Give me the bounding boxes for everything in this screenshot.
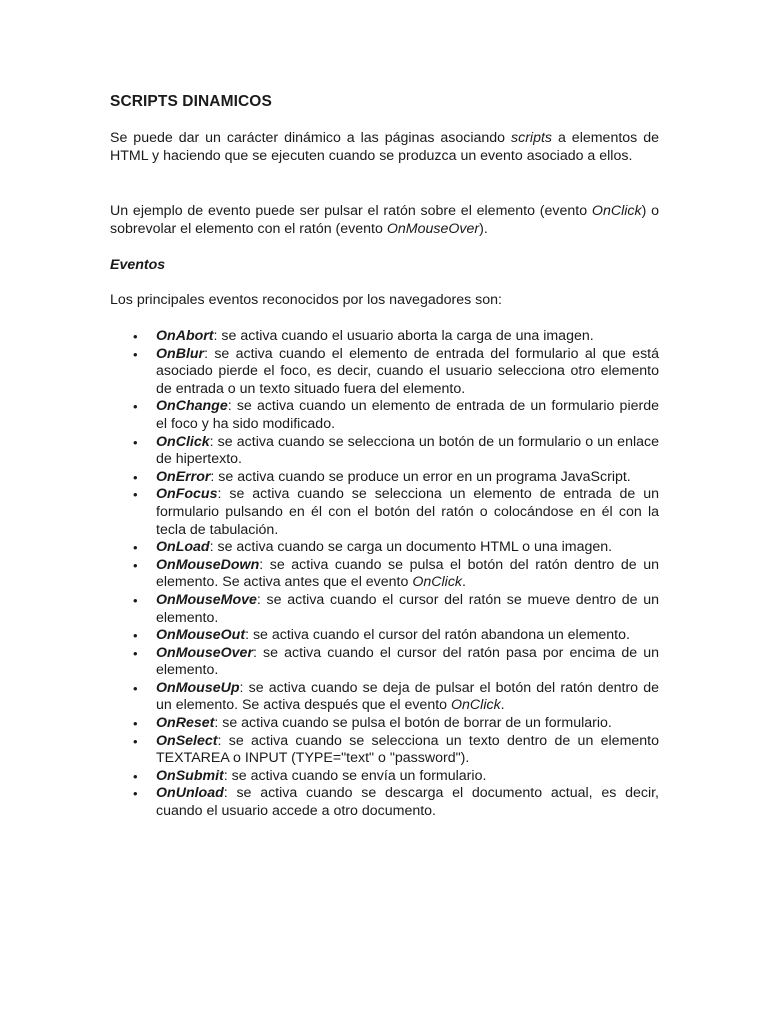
- bullet-icon: •: [133, 540, 138, 556]
- list-item: [110, 680, 659, 715]
- example-emphasis-2: OnMouseOver: [386, 220, 480, 237]
- bullet-icon: •: [133, 628, 138, 644]
- event-description: : se activa cuando se selecciona un elemento de entrada de un formulario pulsando en él con el botón del ratón o colocándose en él con la tecla de tabulación.: [156, 486, 659, 538]
- bullet-icon: •: [133, 557, 138, 573]
- event-description: : se activa cuando se selecciona un texto dentro de un elemento TEXTAREA o INPUT (TYPE="text" o "password").: [156, 732, 659, 767]
- event-name: OnAbort: [156, 328, 214, 344]
- event-description: : se activa cuando se carga un documento HTML o una imagen.: [209, 539, 613, 556]
- list-item: [110, 328, 659, 346]
- list-item: [110, 486, 659, 539]
- list-item: [110, 733, 659, 768]
- example-text-2: ) o sobrevolar el elemento con el ratón (evento: [110, 203, 660, 237]
- event-name: OnUnload: [156, 785, 224, 802]
- event-description: : se activa cuando se produce un error en un programa JavaScript.: [210, 468, 631, 485]
- event-name: OnMouseOut: [156, 627, 246, 644]
- event-description: : se activa cuando el elemento de entrada del formulario al que está asociado pierde el foco, es decir, cuando el usuario selecciona otro elemento de entrada o un texto situado fuera del elemento.: [156, 345, 659, 397]
- list-item: [110, 592, 659, 627]
- bullet-icon: •: [133, 399, 138, 415]
- event-name: OnError: [156, 468, 211, 485]
- list-item: [110, 645, 659, 680]
- example-text-1: Un ejemplo de evento puede ser pulsar el ratón sobre el elemento (evento: [110, 203, 592, 219]
- intro-text-1: Se puede dar un carácter dinámico a las páginas asociando: [110, 130, 512, 146]
- bullet-icon: •: [133, 329, 138, 344]
- event-description-emphasis: OnClick: [412, 574, 463, 591]
- list-intro: Los principales eventos reconocidos por los navegadores son:: [110, 292, 502, 308]
- event-description: : se activa cuando se envía un formulario.: [223, 767, 487, 784]
- event-list: [110, 328, 659, 821]
- list-item: [110, 768, 659, 786]
- event-name: OnMouseMove: [156, 591, 257, 608]
- event-name: OnReset: [156, 715, 215, 732]
- section-heading: Eventos: [110, 257, 166, 273]
- event-name: OnLoad: [156, 539, 210, 556]
- event-description: : se activa cuando se descarga el documento actual, es decir, cuando el usuario accede a otro documento.: [156, 785, 659, 820]
- event-name: OnFocus: [156, 486, 218, 503]
- list-item: [110, 469, 659, 487]
- event-description: : se activa cuando se deja de pulsar el botón del ratón dentro de un elemento. Se activa después que el evento: [156, 679, 659, 714]
- list-item: [110, 785, 659, 820]
- bullet-icon: •: [133, 487, 138, 503]
- event-description-end: .: [462, 574, 466, 591]
- event-description: : se activa cuando se selecciona un botón de un formulario o un enlace de hipertexto.: [156, 433, 659, 468]
- page-title: SCRIPTS DINAMICOS: [110, 93, 272, 110]
- example-paragraph: [110, 203, 659, 238]
- event-name: OnBlur: [156, 345, 205, 362]
- event-description-end: .: [500, 697, 505, 714]
- event-description: : se activa cuando el cursor del ratón pasa por encima de un elemento.: [156, 644, 659, 679]
- event-name: OnChange: [156, 398, 228, 415]
- event-name: OnMouseDown: [156, 556, 260, 573]
- list-item: [110, 434, 659, 469]
- event-name: OnMouseUp: [156, 679, 240, 696]
- event-name: OnClick: [156, 433, 210, 450]
- bullet-icon: •: [133, 786, 138, 802]
- intro-emphasis: scripts: [511, 130, 553, 146]
- event-description-emphasis: OnClick: [451, 697, 501, 714]
- intro-text-2: a elementos de HTML y haciendo que se ejecuten cuando se produzca un evento asociado a ellos.: [110, 130, 659, 164]
- list-item: [110, 627, 659, 645]
- event-name: OnSubmit: [156, 767, 224, 784]
- list-item: [110, 346, 659, 399]
- bullet-icon: •: [133, 733, 138, 749]
- intro-paragraph: [110, 130, 659, 165]
- bullet-icon: •: [133, 469, 138, 485]
- bullet-icon: •: [133, 680, 138, 696]
- event-description: : se activa cuando se pulsa el botón del ratón dentro de un elemento. Se activa antes que el evento: [156, 556, 659, 591]
- event-description: : se activa cuando se pulsa el botón de borrar de un formulario.: [214, 715, 612, 732]
- list-item: [110, 539, 659, 557]
- example-text-3: ).: [479, 220, 488, 237]
- bullet-icon: •: [133, 768, 138, 784]
- event-description: : se activa cuando el cursor del ratón se mueve dentro de un elemento.: [156, 591, 659, 626]
- event-name: OnMouseOver: [156, 644, 253, 661]
- event-name: OnSelect: [156, 732, 218, 749]
- bullet-icon: •: [133, 716, 138, 732]
- list-item: [110, 715, 659, 733]
- event-description: : se activa cuando el usuario aborta la carga de una imagen.: [213, 328, 594, 344]
- bullet-icon: •: [133, 645, 138, 661]
- bullet-icon: •: [133, 592, 138, 608]
- list-item: [110, 398, 659, 433]
- list-item: [110, 557, 659, 592]
- event-description: : se activa cuando el cursor del ratón abandona un elemento.: [245, 627, 630, 644]
- event-description: : se activa cuando un elemento de entrada de un formulario pierde el foco y ha sido modificado.: [156, 398, 659, 432]
- bullet-icon: •: [133, 434, 138, 450]
- example-emphasis-1: OnClick: [591, 203, 642, 219]
- bullet-icon: •: [133, 346, 138, 362]
